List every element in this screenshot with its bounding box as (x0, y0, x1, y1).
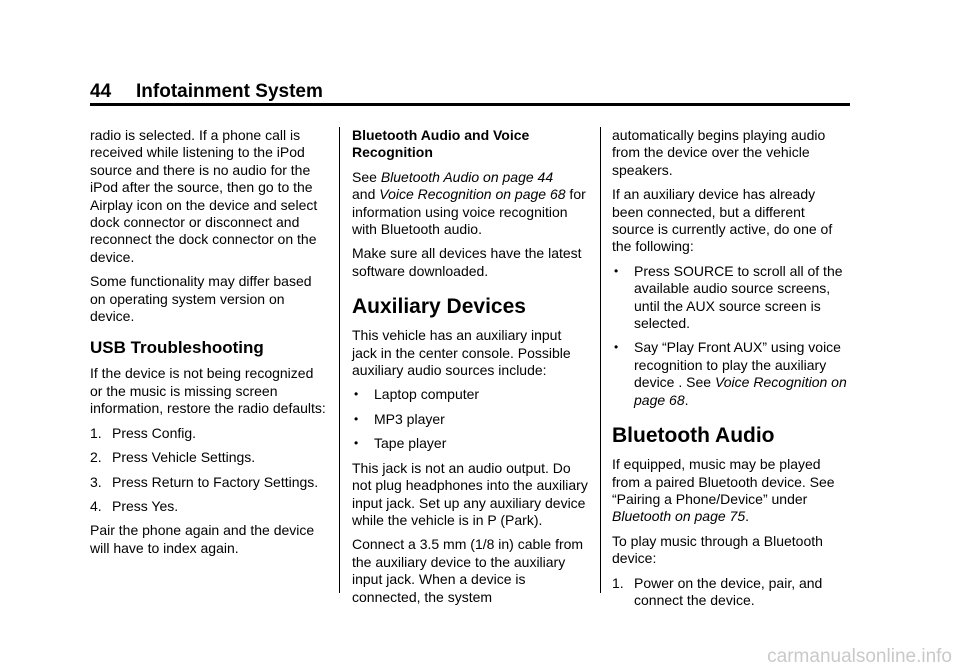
paragraph-already-connected: If an auxiliary device has already been connected, but a different source is currently active, do one of the following: (612, 186, 833, 255)
list-item (90, 474, 326, 491)
step-number: 4. (90, 497, 102, 514)
heading-bluetooth-audio: Bluetooth Audio (612, 424, 775, 448)
link-bluetooth[interactable]: Bluetooth on page 75 (612, 508, 746, 525)
bullet-text: MP3 player (374, 410, 445, 427)
step-text: Press Yes. (112, 497, 179, 514)
bullet-text: Laptop computer (374, 386, 480, 403)
list-item (352, 411, 588, 428)
list-item (352, 386, 588, 403)
list-item (90, 449, 326, 466)
equipped-text: If equipped, music may be played from a paired Bluetooth device. See “Pairing a Phone/Device” under (612, 456, 835, 507)
link-voice-recognition-2[interactable]: Voice Recognition on page 68 (634, 374, 847, 408)
paragraph-connect-cable: Connect a 3.5 mm (1/8 in) cable from the auxiliary device to the auxiliary input jack. When a device is connected, the system (352, 536, 584, 605)
list-item (90, 498, 326, 515)
paragraph-pair-again: Pair the phone again and the device will have to index again. (90, 522, 315, 556)
link-voice-recognition[interactable]: Voice Recognition on page 68 (379, 186, 566, 203)
column-1 (90, 127, 326, 564)
see-prefix: See (352, 168, 381, 185)
paragraph-if-equipped (612, 456, 848, 526)
bullet-icon: • (614, 263, 619, 278)
column-2 (352, 127, 588, 613)
step-number: 2. (90, 449, 102, 466)
list-item (352, 435, 588, 452)
page-number: 44 (90, 81, 112, 102)
bullet-text: Tape player (374, 435, 447, 452)
paragraph-to-play: To play music through a Bluetooth device: (612, 532, 823, 567)
paragraph-not-output: This jack is not an audio output. Do not plug headphones into the auxiliary input jack. Set up any auxiliary device while the vehicle is in P (Park). (352, 459, 588, 528)
list-item (90, 425, 326, 442)
list-item (612, 575, 848, 610)
header-rule (90, 103, 850, 106)
step-text: Press Vehicle Settings. (112, 449, 256, 466)
bullet-text: Press SOURCE to scroll all of the available audio source screens, until the AUX source screen is selected. (634, 262, 843, 332)
paragraph-functionality: Some functionality may differ based on operating system version on device. (90, 273, 312, 325)
bullet-end: . (684, 391, 689, 408)
paragraph-ipod: radio is selected. If a phone call is received while listening to the iPod source and there is no audio for the iPod after the source, then go to the Airplay icon on the device and select dock connector or disconnect and reconnect the dock connector on the device. (90, 127, 318, 265)
step-text: Power on the device, pair, and connect the device. (634, 574, 823, 608)
paragraph-not-recognized: If the device is not being recognized or the music is missing screen information, restore the radio defaults: (90, 365, 326, 417)
column-divider-1 (339, 127, 340, 593)
heading-auxiliary-devices: Auxiliary Devices (352, 295, 526, 319)
watermark: carmanualsonline.info (767, 646, 952, 667)
step-number: 3. (90, 473, 102, 490)
paragraph-aux-jack: This vehicle has an auxiliary input jack in the center console. Possible auxiliary audio sources include: (352, 327, 571, 379)
bullet-icon: • (354, 387, 359, 402)
link-bluetooth-audio[interactable]: Bluetooth Audio on page 44 (380, 168, 554, 185)
paragraph-auto-play: automatically begins playing audio from the device over the vehicle speakers. (612, 127, 826, 178)
heading-usb-troubleshooting: USB Troubleshooting (90, 338, 264, 358)
step-number: 1. (612, 574, 624, 591)
step-text: Press Config. (112, 424, 197, 441)
column-3 (612, 127, 848, 616)
bullet-icon: • (614, 340, 619, 355)
bullet-icon: • (354, 436, 359, 451)
and-word: and (352, 186, 380, 203)
equipped-end: . (745, 508, 750, 525)
step-number: 1. (90, 424, 102, 441)
heading-bluetooth-audio-voice: Bluetooth Audio and Voice Recognition (352, 127, 530, 161)
paragraph-make-sure: Make sure all devices have the latest software downloaded. (352, 245, 582, 279)
list-item (612, 263, 848, 333)
list-item (612, 339, 848, 409)
column-divider-2 (600, 127, 601, 593)
see-suffix: for information using voice recognition with Bluetooth audio. (352, 186, 586, 238)
step-text: Press Return to Factory Settings. (112, 473, 319, 490)
page-header (90, 80, 850, 104)
section-title: Infotainment System (136, 81, 323, 102)
bullet-icon: • (354, 411, 359, 426)
bullet-text: Say “Play Front AUX” using voice recognition to play the auxiliary device . See (634, 339, 841, 391)
paragraph-see-references (352, 169, 588, 239)
